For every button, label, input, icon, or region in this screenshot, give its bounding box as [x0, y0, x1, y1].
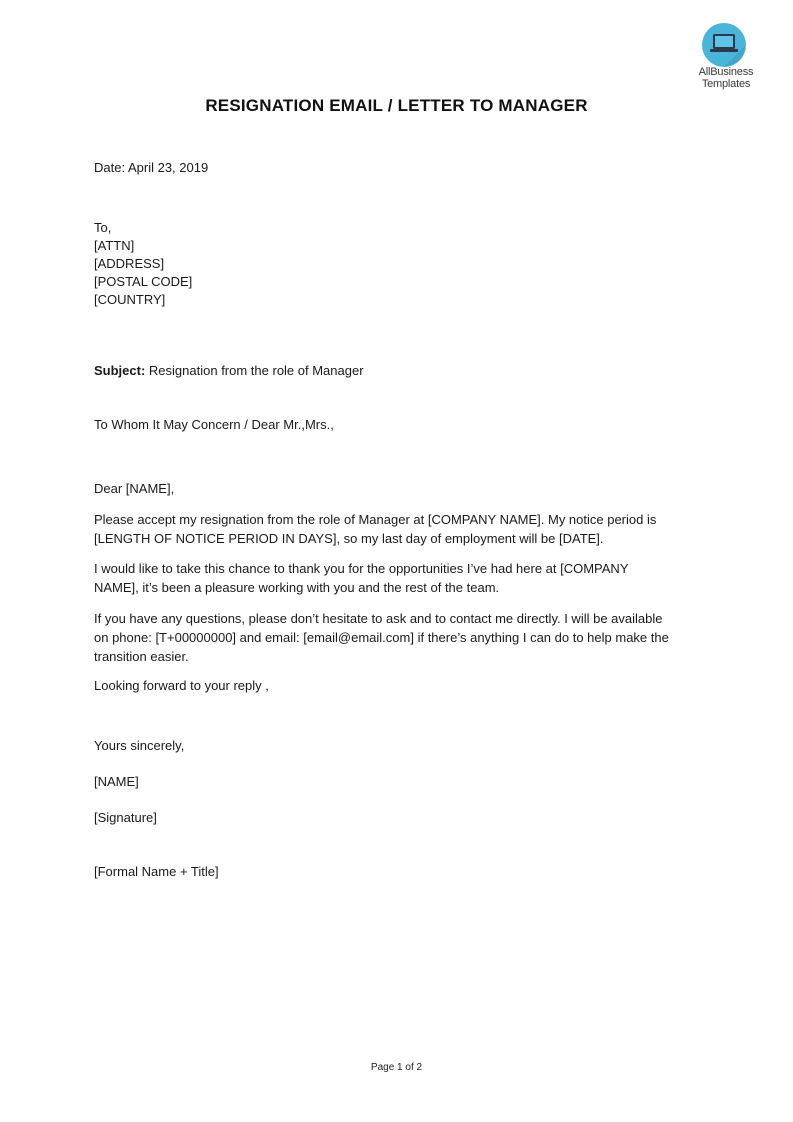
allbusiness-templates-logo[interactable] [688, 20, 768, 96]
paragraph-thanks [94, 559, 700, 597]
paragraph-line: on phone: [T+00000000] and email: [email@email.com] if there’s anything I can do to help make the [94, 630, 669, 645]
paragraph-line: NAME], it’s been a pleasure working with you and the rest of the team. [94, 580, 500, 595]
paragraph-line: Please accept my resignation from the role of Manager at [COMPANY NAME]. My notice period is [94, 512, 657, 527]
greeting-name: Dear [NAME], [94, 481, 175, 496]
address-street: [ADDRESS] [94, 256, 165, 271]
subject-text: Resignation from the role of Manager [148, 363, 364, 378]
closing-sincerely: Yours sincerely, [94, 738, 185, 753]
closing-formal-name-title: [Formal Name + Title] [94, 864, 219, 879]
logo-text-line2: Templates [701, 78, 751, 90]
paragraph-notice [94, 510, 700, 548]
paragraph-line: [LENGTH OF NOTICE PERIOD IN DAYS], so my last day of employment will be [DATE]. [94, 531, 604, 546]
subject-label: Subject: [94, 363, 146, 378]
logo-text-line1: AllBusiness [698, 66, 754, 78]
address-country: [COUNTRY] [94, 292, 166, 307]
paragraph-closing-remark: Looking forward to your reply , [94, 678, 269, 693]
logo-text [688, 66, 764, 90]
subject-line [94, 362, 364, 380]
document-title: RESIGNATION EMAIL / LETTER TO MANAGER [205, 96, 588, 115]
laptop-icon [701, 22, 747, 68]
paragraph-line: transition easier. [94, 649, 189, 664]
closing-name: [NAME] [94, 774, 139, 789]
paragraph-line: If you have any questions, please don’t hesitate to ask and to contact me directly. I will be available [94, 611, 663, 626]
address-attn: [ATTN] [94, 238, 135, 253]
page-number: Page 1 of 2 [370, 1062, 423, 1073]
address-to: To, [94, 220, 112, 235]
greeting-general: To Whom It May Concern / Dear Mr.,Mrs., [94, 417, 334, 432]
paragraph-line: I would like to take this chance to thank you for the opportunities I’ve had here at [COMPANY [94, 561, 629, 576]
letter-date: Date: April 23, 2019 [94, 160, 209, 175]
paragraph-contact [94, 609, 700, 666]
closing-signature: [Signature] [94, 810, 157, 825]
address-postal-code: [POSTAL CODE] [94, 274, 193, 289]
